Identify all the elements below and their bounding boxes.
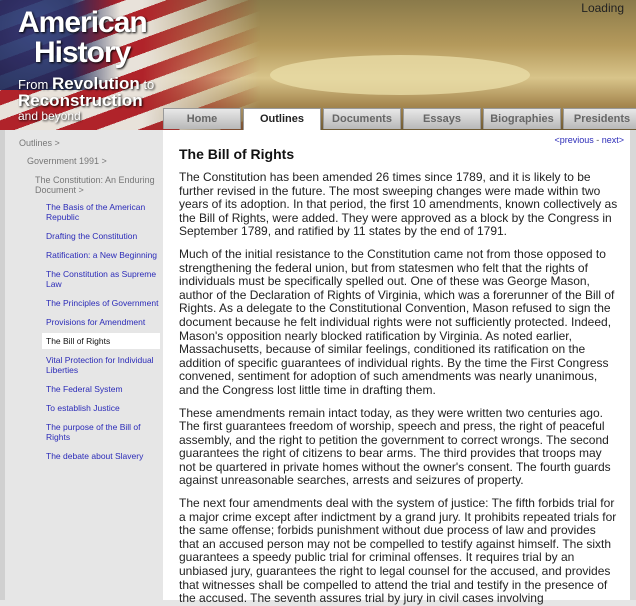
sidebar-item-amendment[interactable]: Provisions for Amendment xyxy=(46,317,146,327)
main-content xyxy=(163,130,630,606)
paragraph: The Constitution has been amended 26 times since 1789, and it is likely to be further revised in the future. The most sweeping changes were made within two years of its adoption. In that period, the first 10 amendments, known collectively as the Bill of Rights, were added. They were approved as a block by the Congress in September 1789, and ratified by 11 states by the end of 1791. xyxy=(179,170,618,239)
sidebar-item-federal-system[interactable]: The Federal System xyxy=(46,384,123,394)
tab-home[interactable]: Home xyxy=(163,108,241,129)
breadcrumb-government[interactable]: Government 1991 > xyxy=(27,156,107,166)
paragraph: These amendments remain intact today, as they were written two centuries ago. The first guarantees freedom of worship, speech and press, the right of peaceful assembly, and the right to petition the government to correct wrongs. The second guarantees the right of citizens to bear arms. The third provides that troops may not be quartered in private homes without the owner's consent. The fourth guards against unreasonable searches, arrests and seizures of property. xyxy=(179,405,611,488)
main-nav-tabs xyxy=(163,108,636,129)
sidebar-item-basis[interactable]: The Basis of the American Republic xyxy=(46,202,146,222)
header-painting xyxy=(270,55,530,95)
pager: <previous - next> xyxy=(554,135,624,145)
sidebar-item-supreme-law[interactable]: The Constitution as Supreme Law xyxy=(46,269,157,289)
sidebar-item-bill-of-rights[interactable]: The Bill of Rights xyxy=(42,333,160,349)
page-scrollbar[interactable] xyxy=(630,130,636,600)
sidebar-item-drafting[interactable]: Drafting the Constitution xyxy=(46,231,138,241)
next-link[interactable]: next> xyxy=(601,135,624,145)
paragraph: The next four amendments deal with the system of justice: The fifth forbids trial for a major crime except after indictment by a grand jury. It prohibits repeated trials for the same offense; forbids punishment without due process of law and provides that an accused person may not be compelled to testify against himself. The sixth guarantees a speedy public trial for criminal offenses. It requires trial by an unbiased jury, guarantees the right to legal counsel for the accused, and provides that witnesses shall be compelled to attend the trial and testify in the presence of the accused. The seventh assures trial by jury in civil cases involving xyxy=(179,496,617,606)
paragraph: Much of the initial resistance to the Constitution came not from those opposed to strengthening the federal union, but from statesmen who felt that the rights of individuals must be specifically spelled out. One of these was George Mason, author of the Declaration of Rights of Virginia, which was a forerunner of the Bill of Rights. As a delegate to the Constitutional Convention, Mason refused to sign the document because he felt individual rights were not sufficiently protected. Indeed, Mason's opposition nearly blocked ratification by Virginia. As noted earlier, Massachusetts, because of similar feelings, conditioned its ratification on the addition of specific guarantees of individual rights. By the time the First Congress convened, sentiment for adoption of such amendments was nearly unanimous, and the Congress lost little time in drafting them. xyxy=(179,246,615,397)
page-title: The Bill of Rights xyxy=(179,146,295,162)
sidebar-item-slavery[interactable]: The debate about Slavery xyxy=(46,451,144,461)
breadcrumb-constitution[interactable]: The Constitution: An Enduring Document > xyxy=(35,175,155,195)
tab-outlines[interactable]: Outlines xyxy=(243,108,321,130)
tab-documents[interactable]: Documents xyxy=(323,108,401,129)
sidebar-item-ratification[interactable]: Ratification: a New Beginning xyxy=(46,250,158,260)
sidebar-item-vital-protection[interactable]: Vital Protection for Individual Liberties xyxy=(46,355,154,375)
sidebar-item-principles[interactable]: The Principles of Government xyxy=(46,298,159,308)
previous-link[interactable]: <previous xyxy=(554,135,594,145)
tab-presidents[interactable]: Presidents xyxy=(563,108,636,129)
sidebar-item-purpose[interactable]: The purpose of the Bill of Rights xyxy=(46,422,141,442)
tab-biographies[interactable]: Biographies xyxy=(483,108,561,129)
site-logo[interactable]: American History From Revolution to Reconstruction and beyond xyxy=(18,6,155,123)
tab-essays[interactable]: Essays xyxy=(403,108,481,129)
sidebar-item-justice[interactable]: To establish Justice xyxy=(46,403,120,413)
breadcrumb-outlines[interactable]: Outlines > xyxy=(19,138,60,148)
loading-status: Loading xyxy=(581,1,624,15)
sidebar xyxy=(0,130,163,600)
article-body xyxy=(179,171,619,606)
